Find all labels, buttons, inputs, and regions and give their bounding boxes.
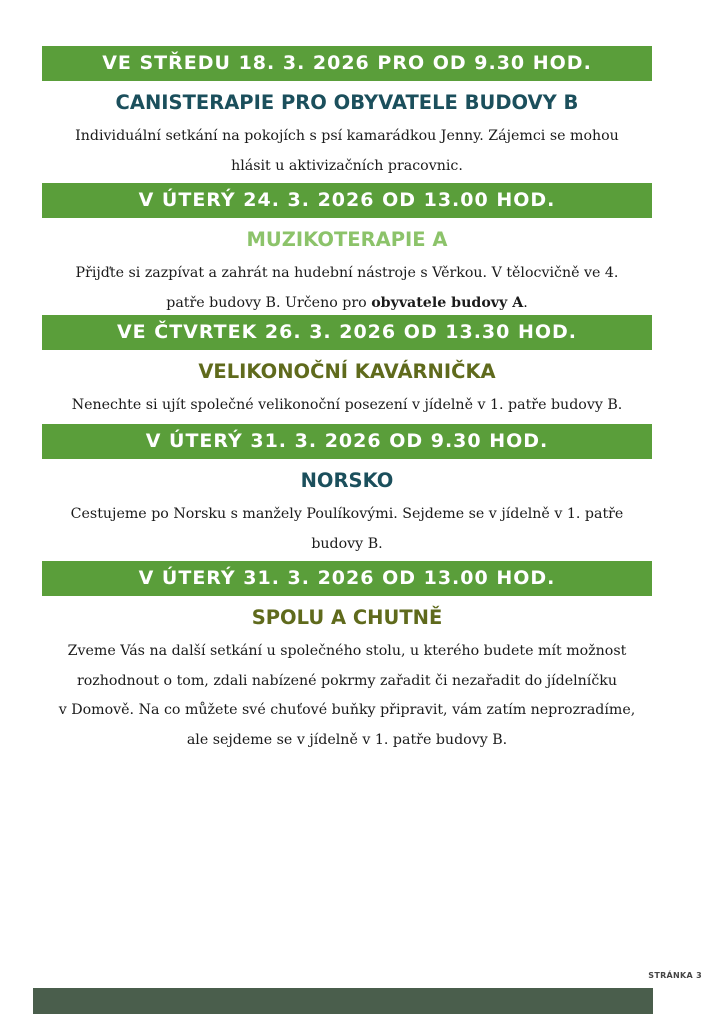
event-description bbox=[42, 391, 652, 421]
description-line: budovy B. bbox=[311, 535, 383, 552]
event-description bbox=[42, 500, 652, 559]
description-line: ale sejdeme se v jídelně v 1. patře budovy B. bbox=[186, 731, 508, 748]
description-text: . bbox=[523, 294, 528, 311]
event-description bbox=[42, 259, 652, 318]
description-line bbox=[42, 289, 652, 319]
description-line: rozhodnout o tom, zdali nabízené pokrmy zařadit či nezařadit do jídelníčku bbox=[76, 672, 618, 689]
event-title: NORSKO bbox=[300, 469, 394, 492]
event-muzikoterapie bbox=[42, 183, 652, 318]
page-number-label: STRÁNKA 3 bbox=[648, 971, 702, 980]
description-bold-text: obyvatele budovy A bbox=[371, 294, 524, 311]
description-line: hlásit u aktivizačních pracovnic. bbox=[231, 157, 463, 174]
description-line: Zveme Vás na další setkání u společného stolu, u kterého budete mít možnost bbox=[67, 643, 627, 659]
event-date-bar: V ÚTERÝ 31. 3. 2026 OD 9.30 HOD. bbox=[42, 424, 652, 459]
event-title: VELIKONOČNÍ KAVÁRNIČKA bbox=[198, 360, 496, 383]
description-line: v Domově. Na co můžete své chuťové buňky připravit, vám zatím neprozradíme, bbox=[58, 702, 636, 718]
event-norsko bbox=[42, 424, 652, 559]
description-line: Přijďte si zazpívat a zahrát na hudební nástroje s Věrkou. V tělocvičně ve 4. bbox=[75, 265, 619, 281]
event-date-bar: V ÚTERÝ 24. 3. 2026 OD 13.00 HOD. bbox=[42, 183, 652, 218]
event-title: MUZIKOTERAPIE A bbox=[246, 228, 448, 251]
description-line: Cestujeme po Norsku s manžely Poulíkovými. Sejdeme se v jídelně v 1. patře bbox=[70, 506, 624, 522]
event-description bbox=[42, 122, 652, 181]
description-line: Individuální setkání na pokojích s psí kamarádkou Jenny. Zájemci se mohou bbox=[75, 128, 619, 144]
event-date-bar: V ÚTERÝ 31. 3. 2026 OD 13.00 HOD. bbox=[42, 561, 652, 596]
description-text: patře budovy B. Určeno pro bbox=[166, 294, 372, 311]
event-description bbox=[42, 637, 652, 755]
event-canisterapie bbox=[42, 46, 652, 181]
event-date-bar: VE STŘEDU 18. 3. 2026 PRO OD 9.30 HOD. bbox=[42, 46, 652, 81]
event-spolu-a-chutne bbox=[42, 561, 652, 755]
description-line: Nenechte si ujít společné velikonoční posezení v jídelně v 1. patře budovy B. bbox=[71, 397, 623, 413]
event-title: CANISTERAPIE PRO OBYVATELE BUDOVY B bbox=[115, 91, 579, 114]
event-kavarnicka bbox=[42, 315, 652, 421]
footer-bar bbox=[33, 988, 653, 1014]
event-date-bar: VE ČTVRTEK 26. 3. 2026 OD 13.30 HOD. bbox=[42, 315, 652, 350]
event-title: SPOLU A CHUTNĚ bbox=[251, 606, 443, 629]
